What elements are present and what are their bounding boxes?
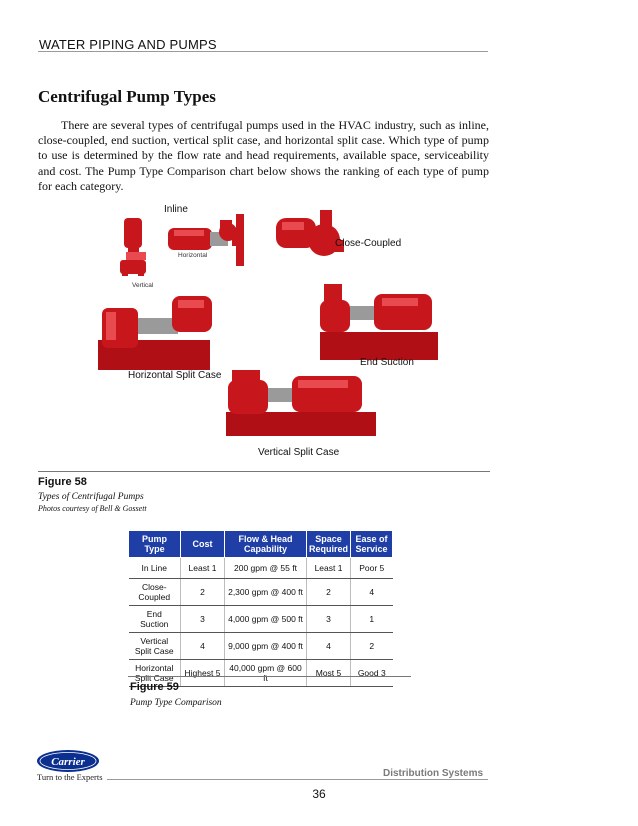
header-line: Capability	[243, 544, 287, 554]
cell-line: 2	[369, 641, 375, 651]
cell-pump-type	[129, 606, 181, 633]
header-line: Space	[315, 534, 342, 544]
header-space	[307, 531, 351, 558]
cell-space	[307, 660, 351, 687]
cell-space	[307, 558, 351, 579]
label-horizontal-split-case: Horizontal Split Case	[128, 370, 222, 381]
figure58-rule	[38, 471, 490, 472]
figure59-label: Figure 59	[130, 681, 179, 693]
cell-line: Split Case	[134, 646, 174, 656]
cell-flow-head	[225, 660, 307, 687]
label-end-suction: End Suction	[360, 357, 414, 368]
table-row	[129, 606, 393, 633]
cell-space	[307, 633, 351, 660]
cell-flow-head	[225, 633, 307, 660]
cell-line: 3	[200, 614, 205, 624]
cell-line: Poor 5	[359, 563, 385, 573]
inline-vertical-pump	[120, 218, 146, 276]
cell-line: 4,000 gpm @ 500 ft	[228, 614, 303, 624]
cell-service	[351, 633, 393, 660]
figure59-caption: Pump Type Comparison	[130, 698, 222, 708]
cell-line: 40,000 gpm @ 600 ft	[229, 663, 302, 683]
pump-comparison-table	[128, 530, 393, 687]
cell-cost	[181, 633, 225, 660]
cell-line: 4	[200, 641, 205, 651]
footer-divider	[107, 779, 488, 780]
header-pump-type	[129, 531, 181, 558]
label-close-coupled: Close-Coupled	[335, 238, 402, 249]
header-line: Type	[144, 544, 165, 554]
label-vertical: Vertical	[132, 282, 154, 289]
table-row	[129, 633, 393, 660]
cell-line: Good 3	[357, 668, 386, 678]
header-line: Required	[309, 544, 349, 554]
header-flow-head	[225, 531, 307, 558]
cell-pump-type	[129, 579, 181, 606]
cell-space	[307, 606, 351, 633]
cell-line: Split Case	[134, 673, 174, 683]
cell-line: Most 5	[315, 668, 342, 678]
cell-pump-type	[129, 633, 181, 660]
carrier-logo-mark	[36, 749, 100, 773]
cell-line: Close-	[141, 582, 167, 592]
section-title: Centrifugal Pump Types	[38, 87, 216, 106]
cell-line: 2	[200, 587, 205, 597]
cell-service	[351, 606, 393, 633]
header-line: Cost	[192, 539, 213, 549]
footer-section-name: Distribution Systems	[383, 768, 484, 779]
header-ease-of-service	[351, 531, 393, 558]
figure58-credit: Photos courtesy of Bell & Gossett	[38, 504, 147, 513]
cell-flow-head	[225, 558, 307, 579]
cell-line: Coupled	[138, 592, 171, 602]
cell-line: Least 1	[188, 563, 217, 573]
cell-line: In Line	[141, 563, 168, 573]
close-coupled-pump	[276, 210, 344, 256]
horizontal-split-case-pump	[98, 296, 212, 370]
cell-line: 200 gpm @ 55 ft	[234, 563, 297, 573]
cell-cost	[181, 606, 225, 633]
vertical-split-case-pump	[226, 370, 376, 436]
figure58-label: Figure 58	[38, 476, 87, 488]
header-divider	[38, 51, 488, 52]
label-vertical-split-case: Vertical Split Case	[258, 447, 340, 458]
cell-line: 2	[326, 587, 331, 597]
footer-tagline: Turn to the Experts	[37, 772, 103, 782]
cell-line: Horizontal	[135, 663, 174, 673]
cell-line: 3	[326, 614, 331, 624]
header-cost	[181, 531, 225, 558]
header-line: Ease of	[355, 534, 388, 544]
figure59-rule	[128, 676, 411, 677]
pump-photo-collage	[98, 200, 438, 462]
cell-line: 4	[326, 641, 331, 651]
end-suction-pump	[320, 284, 438, 360]
cell-line: 1	[369, 614, 375, 624]
cell-line: End	[146, 609, 162, 619]
header-line: Pump	[141, 534, 167, 544]
running-header: WATER PIPING AND PUMPS	[39, 37, 217, 52]
label-horizontal: Horizontal	[178, 252, 208, 259]
cell-cost	[181, 579, 225, 606]
cell-line: Least 1	[314, 563, 343, 573]
carrier-logo-text: Carrier	[51, 756, 85, 768]
cell-line: Vertical	[140, 636, 169, 646]
figure58-caption: Types of Centrifugal Pumps	[38, 492, 144, 502]
page-number: 36	[312, 787, 326, 801]
cell-pump-type	[129, 558, 181, 579]
cell-service	[351, 660, 393, 687]
header-line: Flow & Head	[238, 534, 293, 544]
cell-space	[307, 579, 351, 606]
cell-flow-head	[225, 579, 307, 606]
cell-line: 4	[369, 587, 375, 597]
cell-line: 9,000 gpm @ 400 ft	[228, 641, 303, 651]
header-line: Service	[355, 544, 388, 554]
label-inline: Inline	[164, 204, 188, 215]
cell-flow-head	[225, 606, 307, 633]
cell-cost	[181, 660, 225, 687]
cell-service	[351, 558, 393, 579]
body-paragraph: There are several types of centrifugal pumps used in the HVAC industry, such as inline, close-coupled, end suction, vertical split case, and horizontal split case. Which type of pump to use is determined by the flow rate and head requirements, available space, serviceability and cost. The Pump Type Comparison chart below shows the ranking of each type of pump for each category.	[38, 118, 489, 193]
cell-cost	[181, 558, 225, 579]
cell-line: Suction	[140, 619, 169, 629]
cell-service	[351, 579, 393, 606]
table-header-row	[129, 531, 393, 558]
cell-line: Highest 5	[184, 668, 221, 678]
cell-line: 2,300 gpm @ 400 ft	[228, 587, 303, 597]
table-row	[129, 558, 393, 579]
table-row	[129, 579, 393, 606]
